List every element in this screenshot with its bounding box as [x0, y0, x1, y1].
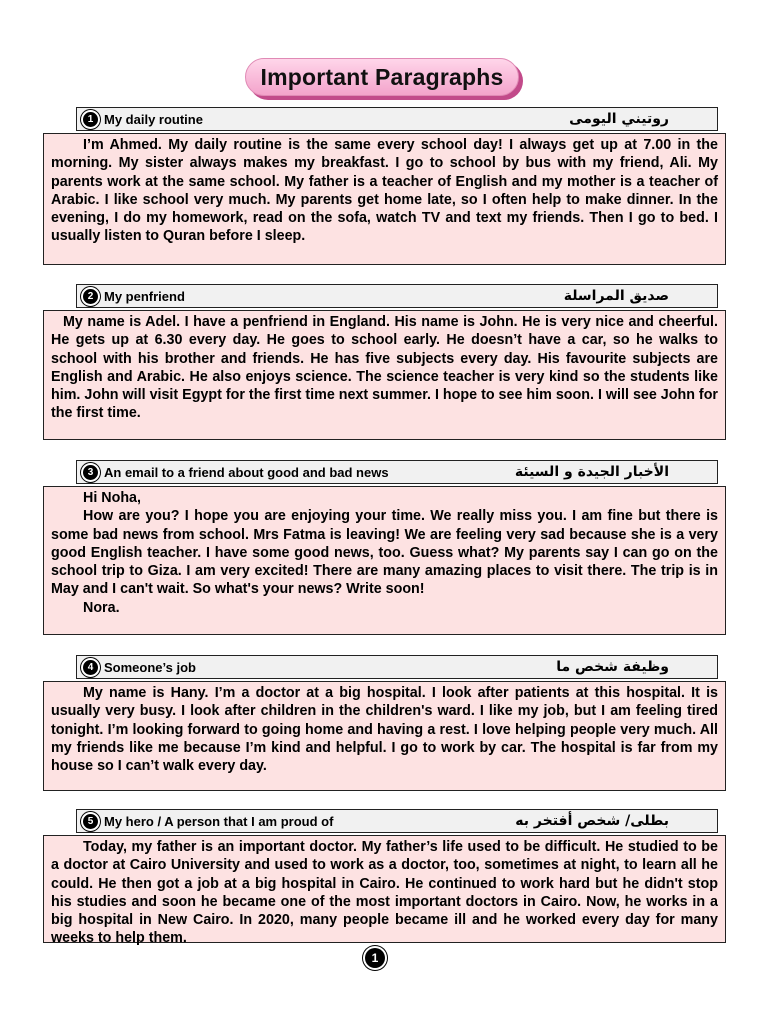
heading-arabic: الأخبار الجيدة و السيئة	[514, 464, 669, 480]
section-number-badge: 3	[83, 465, 98, 480]
heading-english: An email to a friend about good and bad news	[104, 464, 389, 480]
page-title: Important Paragraphs	[245, 58, 519, 96]
paragraph-box-4	[43, 681, 726, 791]
section-heading-5	[76, 809, 718, 833]
paragraph-text: My name is Hany. I’m a doctor at a big hospital. I look after patients at this hospital. It is usually very busy. I look after children in the children's ward. I like my job, but I am feeling tired tonight. I’m looking forward to going home and having a rest. I love helping people very much. All my friends like me because I’m kind and helpful. I go to work by car. The hospital is far from my house so I can’t walk every day.	[51, 685, 718, 775]
heading-arabic: روتيني اليومى	[569, 111, 669, 127]
section-heading-3	[76, 460, 718, 484]
section-number-badge: 4	[83, 660, 98, 675]
heading-english: Someone’s job	[104, 659, 196, 675]
paragraph-box-3	[43, 486, 726, 635]
section-heading-2	[76, 284, 718, 308]
heading-arabic: بطلى/ شخص أفتخر به	[515, 813, 669, 829]
paragraph-box-2	[43, 310, 726, 440]
paragraph-text: Today, my father is an important doctor. My father’s life used to be difficult. He studied to be a doctor at Cairo University and used to work as a doctor, too, sometimes at night, to learn all he could. He then got a job at a big hospital in Cairo. He continued to work hard but he didn't stop his studies and soon he became one of the most important doctors in Cairo. Now, he works in a big hospital in New Cairo. In 2020, many people became ill and he worked every day for many weeks to help them.	[51, 839, 718, 947]
title-banner	[245, 58, 523, 100]
heading-english: My daily routine	[104, 111, 203, 127]
section-number-badge: 2	[83, 289, 98, 304]
email-signoff: Nora.	[83, 599, 120, 616]
paragraph-text: My name is Adel. I have a penfriend in England. His name is John. He is very nice and cheerful. He gets up at 6.30 every day. He goes to school early. He doesn’t have a car, so he walks to school with his brother and friends. He has five subjects every day. His favourite subjects are English and Arabic. He also enjoys science. The science teacher is very kind so the students like him. John will visit Egypt for the first time next summer. I hope to see him soon. I will see John for the first time.	[51, 314, 718, 422]
page-number: 1	[365, 948, 385, 968]
email-greeting: Hi Noha,	[83, 490, 141, 506]
heading-arabic: صديق المراسلة	[563, 288, 669, 304]
heading-english: My penfriend	[104, 288, 185, 304]
heading-arabic: وظيفة شخص ما	[556, 659, 669, 675]
paragraph-box-1	[43, 133, 726, 265]
paragraph-box-5	[43, 835, 726, 947]
section-heading-4	[76, 655, 718, 679]
section-number-badge: 1	[83, 112, 98, 127]
section-number-badge: 5	[83, 814, 98, 829]
paragraph-text: I’m Ahmed. My daily routine is the same every school day! I always get up at 7.00 in the morning. My sister always makes my breakfast. I go to school by bus with my friend, Ali. My parents work at the same school. My father is a teacher of English and my mother is a teacher of Arabic. I like school very much. My parents get home late, so I often help to make dinner. In the evening, I do my homework, read on the sofa, watch TV and text my friends. Then I go to bed. I usually listen to Quran before I sleep.	[51, 137, 718, 245]
heading-english: My hero / A person that I am proud of	[104, 813, 334, 829]
section-heading-1	[76, 107, 718, 131]
paragraph-text: How are you? I hope you are enjoying your time. We really miss you. I am fine but there is some bad news from school. Mrs Fatma is leaving! We are feeling very sad because she is a very good English teacher. I have some good news, too. Guess what? My parents say I can go on the school trip to Giza. I am very excited! There are many amazing places to visit there. The trip is in May and I can't wait. So what's your news? Write soon!	[51, 508, 718, 598]
